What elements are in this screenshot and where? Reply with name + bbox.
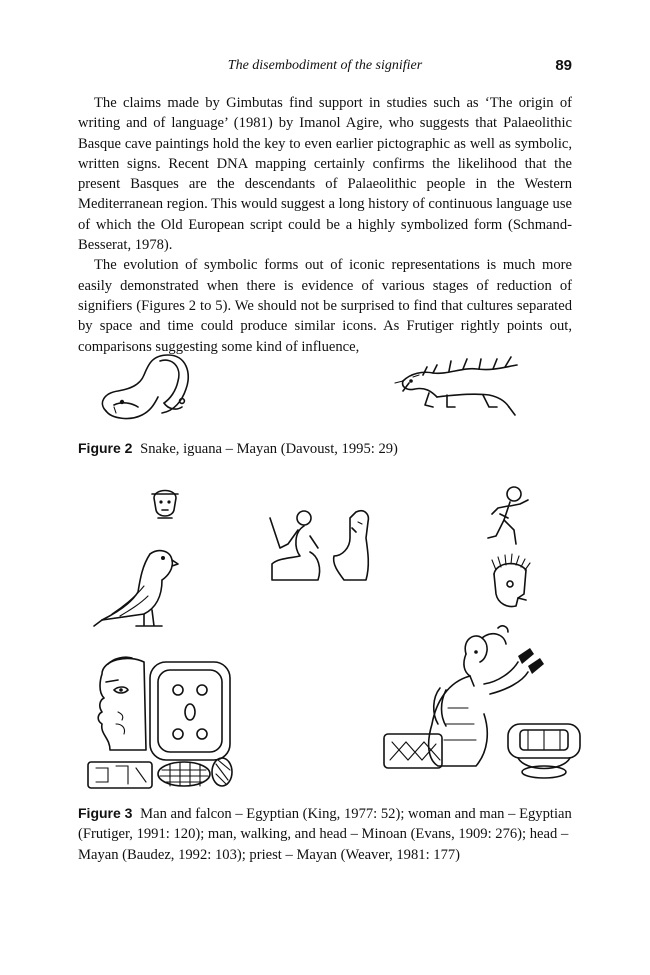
figure-3-caption [78,803,572,865]
paragraph: The evolution of symbolic forms out of iconic representations is much more easily demonstrated when there is evidence of various stages of reduction of signifiers (Figures 2 to 5). We should not be surprised to find that cultures separated by space and time could produce similar icons. As Frutiger rightly points out, comparisons suggesting some kind of influence, [78,257,572,355]
figure-2-caption [78,438,572,459]
page-number: 89 [555,57,572,74]
paragraph: The claims made by Gimbutas find support in studies such as ‘The origin of writing and of language’ (1981) by Imanol Agire, who suggests that Palaeolithic Basque cave paintings hold the key to even earlier pictographic as well as symbolic, written signs. Recent DNA mapping certainly confirms the likelihood that the present Basques are the descendants of Palaeolithic people in the Western Mediterranean region. This would suggest a long history of continuous language use of which the Old European script could be a highly symbolized form (Schmand-Besserat, 1978). [78,95,572,254]
seated-figures-glyph-icon [270,511,368,580]
figure-2-artwork [78,345,572,435]
figure-label: Figure 3 [78,805,133,821]
walking-man-glyph-icon [488,487,528,544]
crested-head-glyph-icon [492,554,530,607]
body-text [78,93,572,357]
figure-3-artwork [78,478,572,798]
mayan-priest-glyph-icon [384,626,580,778]
caption-text: Man and falcon – Egyptian (King, 1977: 52); woman and man – Egyptian (Frutiger, 1991: 120); man, walking, and head – Minoan (Evans, 1909: 276); head – Mayan (Baudez, 1992: 103); priest – Mayan (Weaver, 1981: 177) [78,806,572,863]
figure-label: Figure 2 [78,440,133,456]
iguana-glyph-icon [395,357,517,415]
falcon-glyph-icon [94,551,178,626]
man-head-glyph-icon [152,491,178,519]
running-header [78,58,572,78]
snake-glyph-icon [102,355,188,418]
mayan-head-glyph-icon [88,657,232,788]
running-title: The disembodiment of the signifier [227,58,423,73]
caption-text: Snake, iguana – Mayan (Davoust, 1995: 29) [140,441,398,457]
